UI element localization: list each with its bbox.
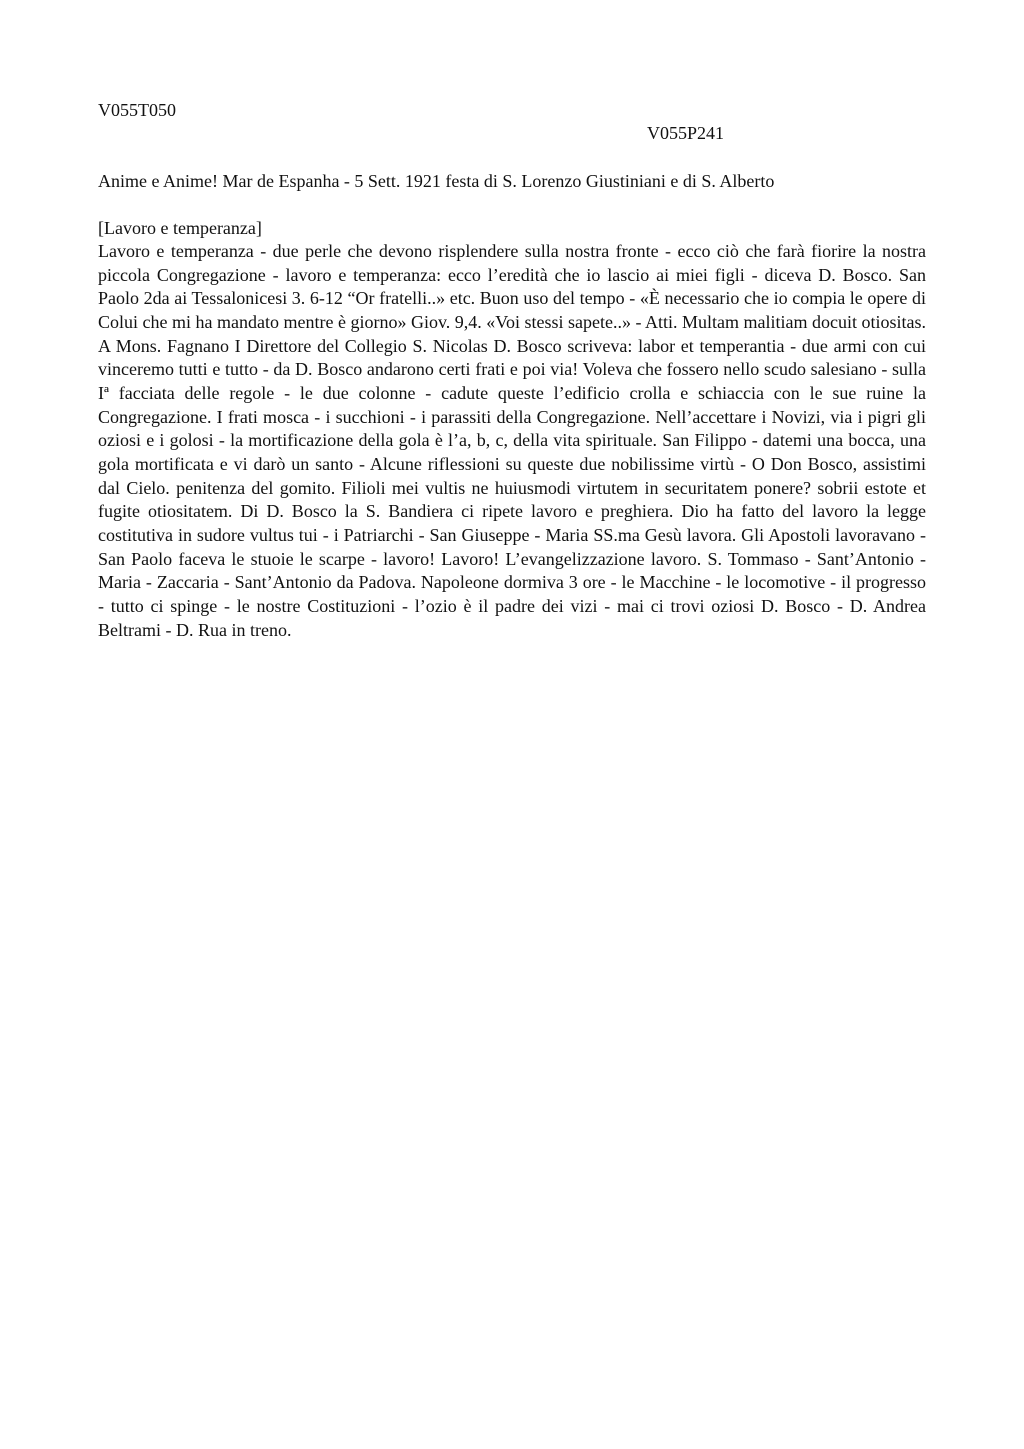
body-paragraph: Lavoro e temperanza - due perle che devono risplendere sulla nostra fronte - ecco ciò che farà fiorire la nostra piccola Congregazione - lavoro e temperanza: ecco l’eredità che io lascio ai miei figli - diceva D. Bosco. San Paolo 2da ai Tessalonicesi 3. 6-12 “Or fratelli..» etc. Buon uso del tempo - «È necessario che io compia le opere di Colui che mi ha mandato mentre è giorno» Giov. 9,4. «Voi stessi sapete..» - Atti. Multam malitiam docuit otiositas. A Mons. Fagnano I Direttore del Collegio S. Nicolas D. Bosco scriveva: labor et temperantia - due armi con cui vinceremo tutti e tutto - da D. Bosco andarono certi frati e poi via! Voleva che fossero nello scudo salesiano - sulla Iª facciata delle regole - le due colonne - cadute queste l’edificio crolla e schiaccia con le sue ruine la Congregazione. I frati mosca - i succhioni - i parassiti della Congregazione. Nell’accettare i Novizi, via i pigri gli oziosi e i golosi - la mortificazione della gola è l’a, b, c, della vita spirituale. San Filippo - datemi una bocca, una gola mortificata e vi darò un santo - Alcune riflessioni su queste due nobilissime virtù - O Don Bosco, assistimi dal Cielo. penitenza del gomito. Filioli mei vultis ne huiusmodi virtutem in securitatem ponere? sobrii estote et fugite otiositatem. Di D. Bosco la S. Bandiera ci ripete lavoro e preghiera. Dio ha fatto del lavoro la legge costitutiva in sudore vultus tui - i Patriarchi - San Giuseppe - Maria SS.ma Gesù lavora. Gli Apostoli lavoravano - San Paolo faceva le stuoie le scarpe - lavoro! Lavoro! L’evangelizzazione lavoro. S. Tommaso - Sant’Antonio - Maria - Zaccaria - Sant’Antonio da Padova. Napoleone dormiva 3 ore - le Macchine - le locomotive - il progresso - tutto ci spinge - le nostre Costituzioni - l’ozio è il padre dei vizi - mai ci trovi oziosi D. Bosco - D. Andrea Beltrami - D. Rua in treno. [98, 241, 926, 640]
section-heading: [Lavoro e temperanza] [98, 218, 262, 238]
document-id: V055T050 [98, 100, 176, 120]
document-title-line: Anime e Anime! Mar de Espanha - 5 Sett. 1921 festa di S. Lorenzo Giustiniani e di S. Alberto [98, 171, 775, 191]
page-id: V055P241 [647, 123, 725, 143]
